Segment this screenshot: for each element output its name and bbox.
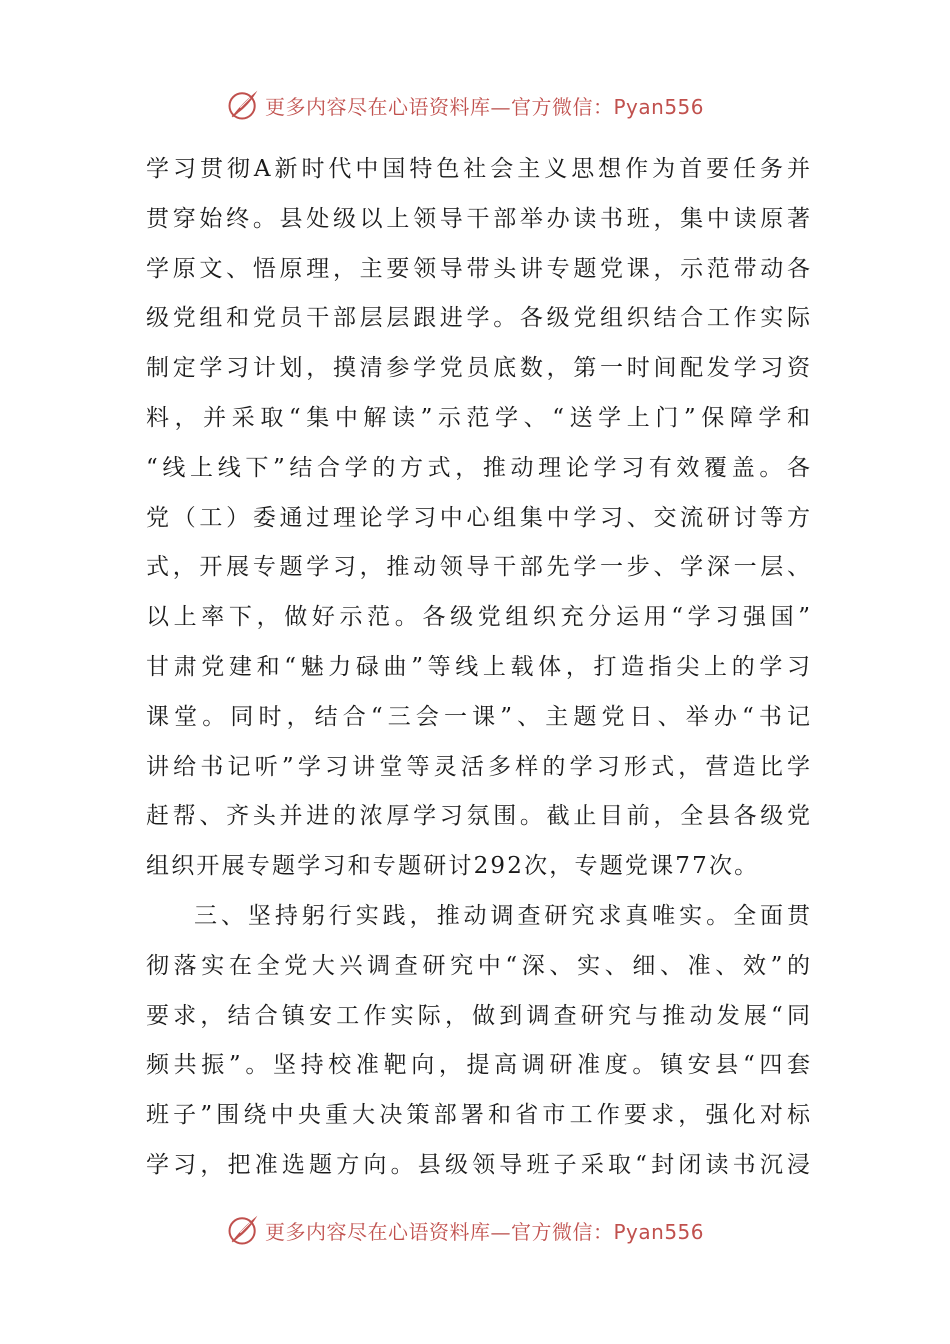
text-line: 学原文、悟原理，主要领导带头讲专题党课，示范带动各 [146,255,810,282]
text-line: 班子”围绕中央重大决策部署和省市工作要求，强化对标 [146,1102,810,1129]
watermark-text [265,1216,704,1245]
text-line: 组织开展专题学习和专题研讨292次，专题党课77次。 [146,853,760,880]
text-line: 以上率下，做好示范。各级党组织充分运用“学习强国” [146,604,810,631]
quill-pen-logo-icon [225,87,261,123]
text-line: 党（工）委通过理论学习中心组集中学习、交流研讨等方 [146,504,810,531]
text-line: 贯穿始终。县处级以上领导干部举办读书班，集中读原著 [146,205,810,232]
watermark-separator: — [490,1219,511,1244]
text-line: 赶帮、齐头并进的浓厚学习氛围。截止目前，全县各级党 [146,803,810,830]
watermark-header [225,85,704,125]
text-line: 三、坚持躬行实践，推动调查研究求真唯实。全面贯 [194,902,810,929]
quill-pen-logo-icon [225,1212,261,1248]
text-line: 要求，结合镇安工作实际，做到调查研究与推动发展“同 [146,1002,810,1029]
text-line: “线上线下”结合学的方式，推动理论学习有效覆盖。各 [146,454,810,481]
watermark-footer [225,1210,704,1250]
text-line: 制定学习计划，摸清参学党员底数，第一时间配发学习资 [146,355,810,382]
text-line: 课堂。同时，结合“三会一课”、主题党日、举办“书记 [146,703,810,730]
text-line: 级党组和党员干部层层跟进学。各级党组织结合工作实际 [146,305,810,332]
watermark-title: 更多内容尽在心语资料库 [265,94,491,119]
paragraph-2 [146,892,810,1191]
text-line: 频共振”。坚持校准靶向，提高调研准度。镇安县“四套 [146,1052,810,1079]
text-line: 学习贯彻A新时代中国特色社会主义思想作为首要任务并 [146,156,810,182]
text-line: 讲给书记听”学习讲堂等灵活多样的学习形式，营造比学 [146,753,810,780]
watermark-contact: 官方微信：Pyan556 [511,94,705,119]
watermark-title: 更多内容尽在心语资料库 [265,1219,491,1244]
watermark-text [265,91,704,120]
text-line: 式，开展专题学习，推动领导干部先学一步、学深一层、 [146,554,810,581]
watermark-separator: — [490,94,511,119]
watermark-contact: 官方微信：Pyan556 [511,1219,705,1244]
document-body [146,145,810,1191]
text-line: 学习，把准选题方向。县级领导班子采取“封闭读书沉浸 [146,1151,810,1178]
text-line: 料，并采取“集中解读”示范学、“送学上门”保障学和 [146,404,810,431]
text-line: 甘肃党建和“魅力碌曲”等线上载体，打造指尖上的学习 [146,653,810,680]
paragraph-1 [146,145,810,892]
text-line: 彻落实在全党大兴调查研究中“深、实、细、准、效”的 [146,952,810,979]
